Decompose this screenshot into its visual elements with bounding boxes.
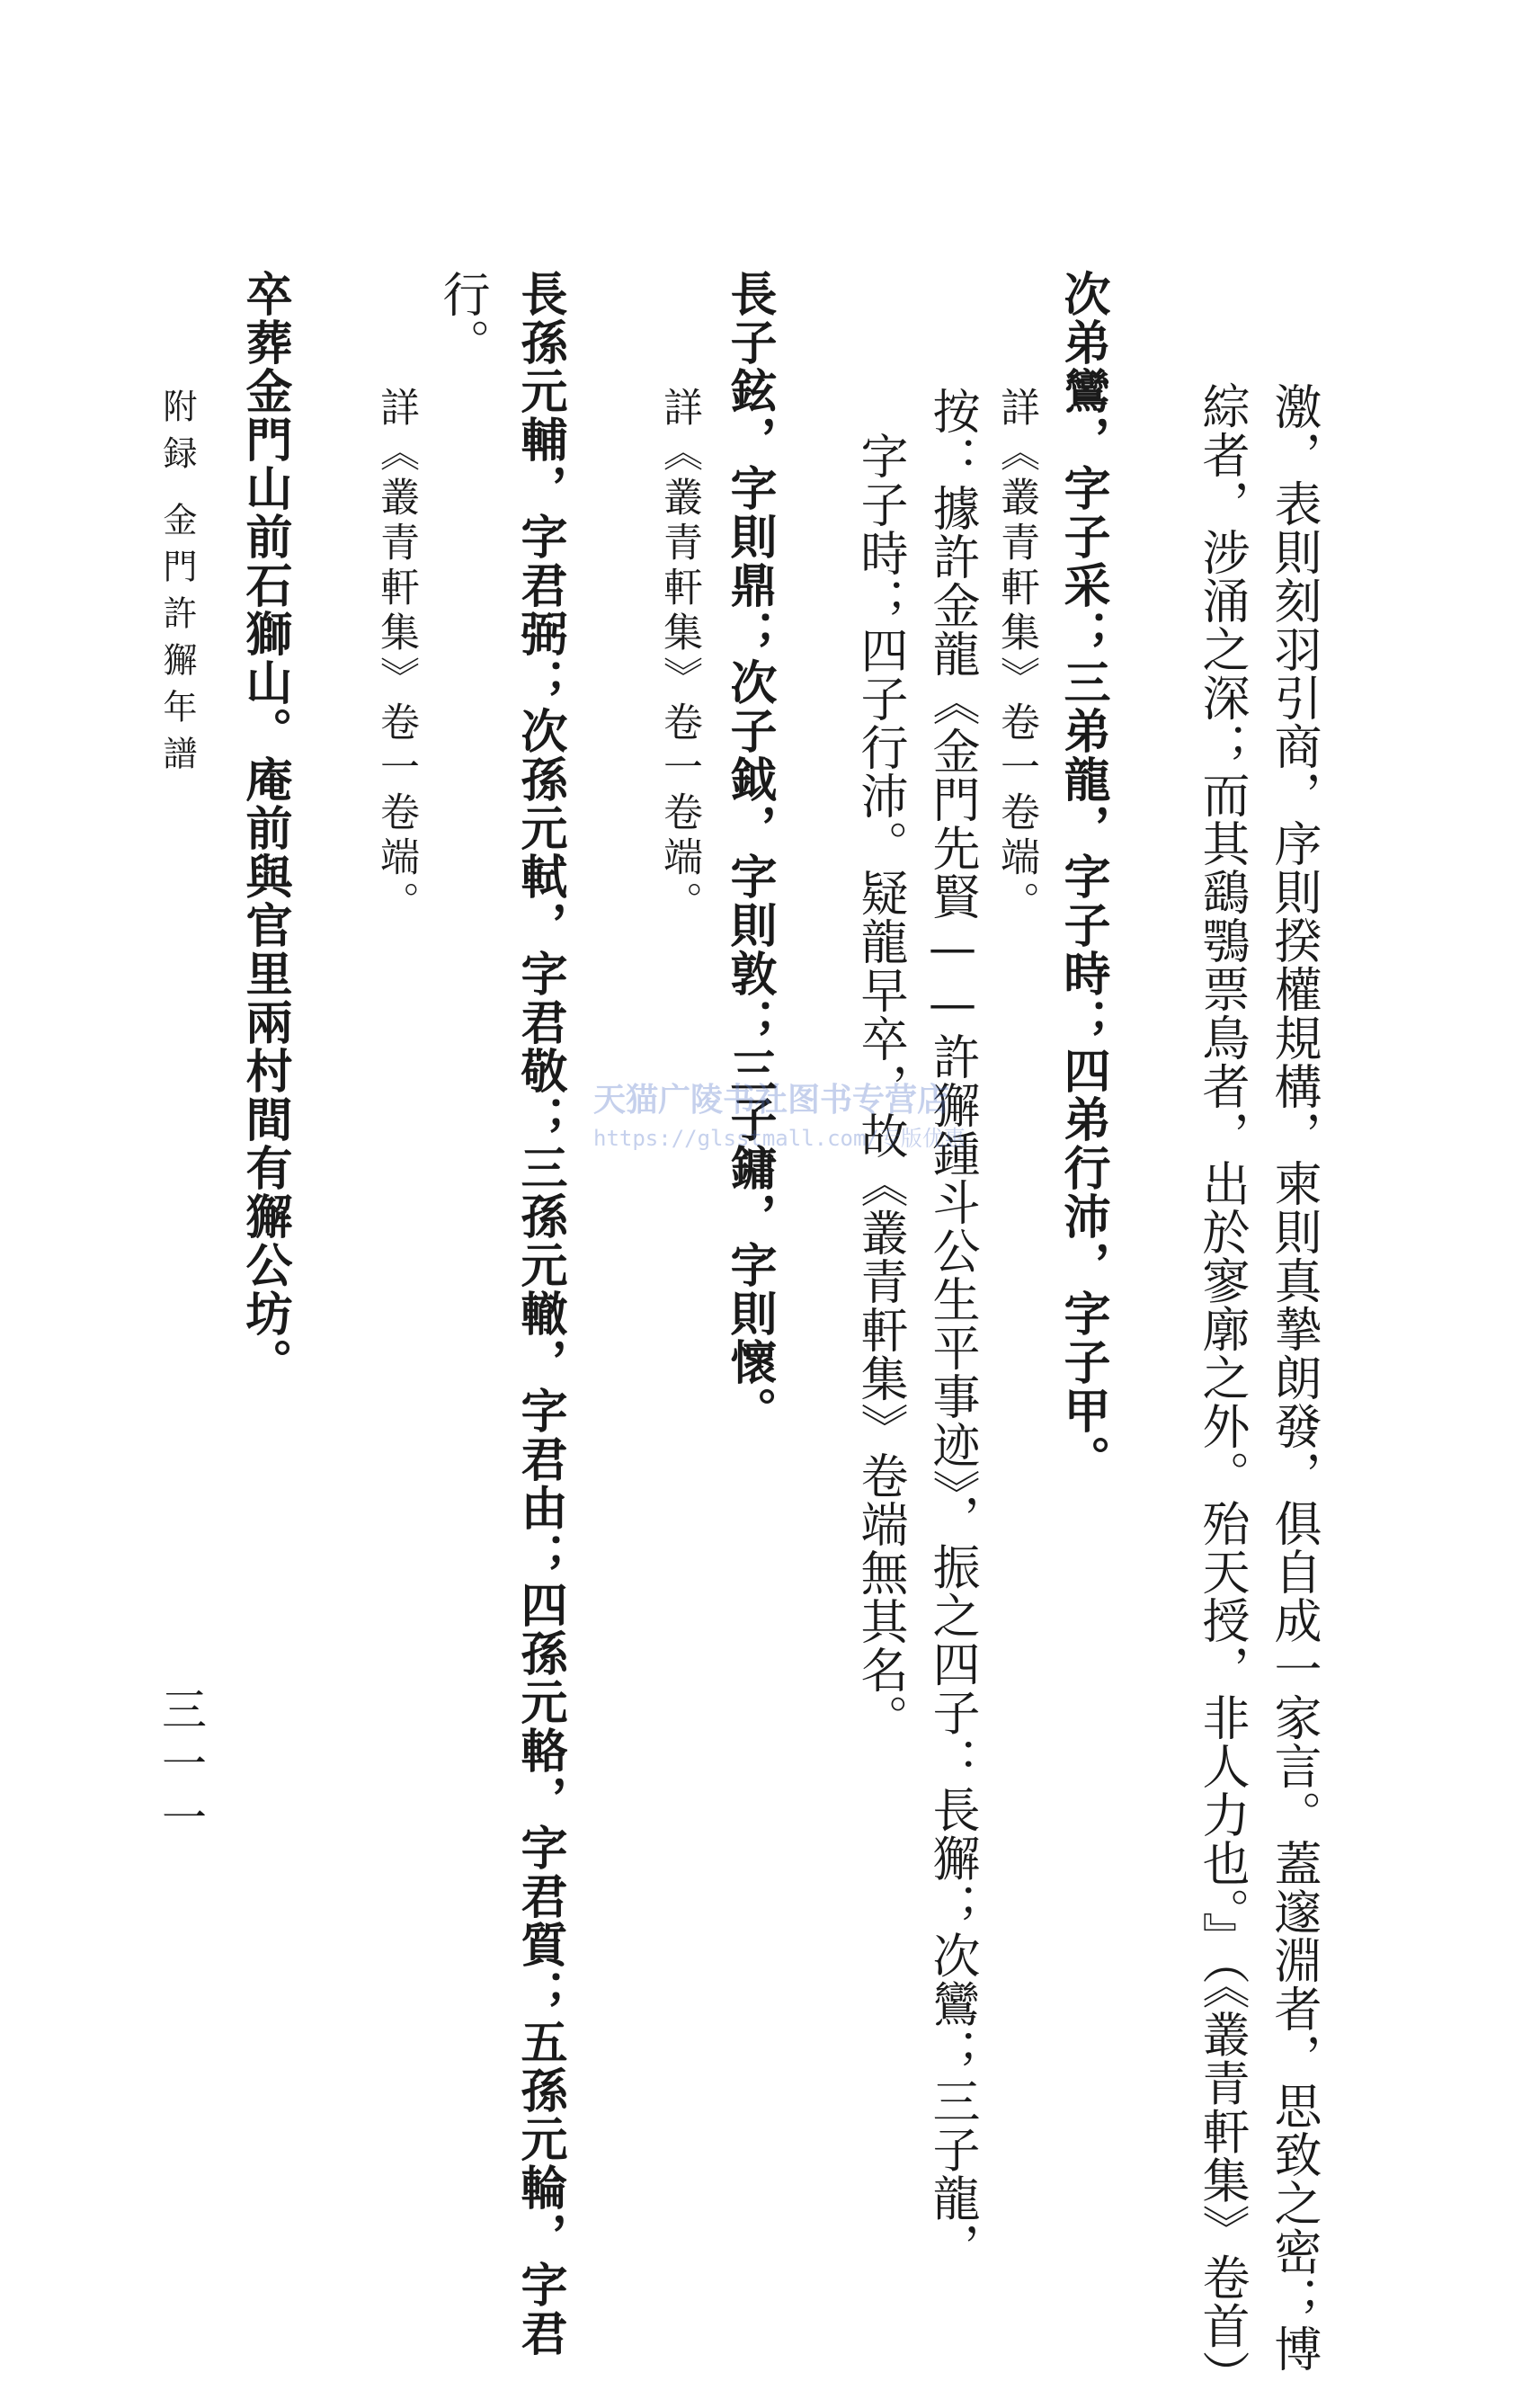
text-column-8-note: 詳《叢青軒集》卷一卷端。 xyxy=(656,387,702,926)
text-column-12-bold: 卒葬金門山前石獅山。庵前與官里兩村間有獬公坊。 xyxy=(237,270,291,1387)
text-column-3-bold: 次弟鸞，字子采；三弟龍，字子時；四弟行沛，字子甲。 xyxy=(1055,270,1109,1484)
text-column-1: 激，表則刻羽引商，序則揆權規構，柬則真摯朗發，俱自成一家言。蓋邃淵者，思致之密；博 xyxy=(1267,382,1322,2373)
text-column-11-note: 詳《叢青軒集》卷一卷端。 xyxy=(373,387,419,926)
text-column-4-note: 詳《叢青軒集》卷一卷端。 xyxy=(993,387,1039,926)
text-column-5: 按：據許金龍《金門先賢——許獬鍾斗公生平事迹》，振之四子：長獬；次鸞；三子龍， xyxy=(925,387,980,2271)
text-column-6: 字子時；四子行沛。疑龍早卒，故《叢青軒集》卷端無其名。 xyxy=(853,432,908,1743)
footer-book-title: 金門許獬年譜 xyxy=(157,502,197,782)
text-column-9: 行。 xyxy=(435,270,490,367)
watermark-line-1: 天猫广陵书社图书专营店 xyxy=(593,1082,950,1119)
text-column-7-bold: 長子鉉，字則鼎；次子鉞，字則敦；三子鏞，字則懷。 xyxy=(722,270,776,1435)
watermark xyxy=(593,1075,966,1152)
footer-section: 附録 xyxy=(157,388,197,482)
watermark-line-2: https://glsstmall.com/专版优惠 xyxy=(593,1126,966,1151)
page-number: 三一一 xyxy=(155,1686,207,1848)
text-column-2: 綜者，涉涌之深；而其鷂鶚票鳥者，出於寥廓之外。殆天授，非人力也。』（《叢青軒集》卷首） xyxy=(1195,382,1250,2399)
text-column-10-bold: 長孫元輔，字君弼；次孫元軾，字君敬；三孫元轍，字君由；四孫元輅，字君質；五孫元輪，字君 xyxy=(512,270,566,2358)
